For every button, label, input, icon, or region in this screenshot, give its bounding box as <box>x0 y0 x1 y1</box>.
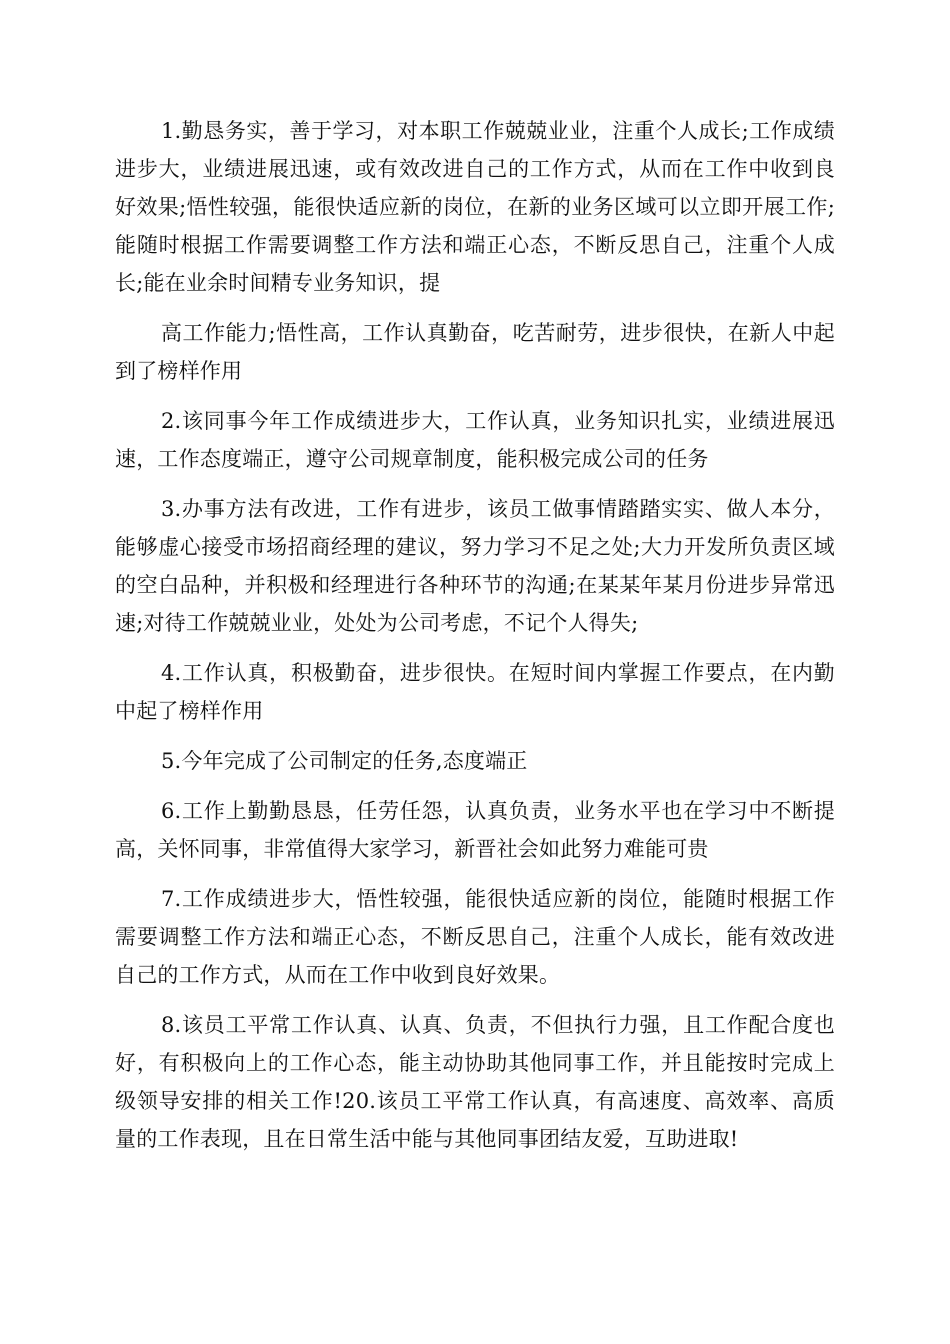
paragraph-1: 1.勤恳务实，善于学习，对本职工作兢兢业业，注重个人成长;工作成绩进步大，业绩进展迅速，或有效改进自己的工作方式，从而在工作中收到良好效果;悟性较强，能很快适应新的岗位，在新的业务区域可以立即开展工作;能随时根据工作需要调整工作方法和端正心态，不断反思自己，注重个人成长;能在业余时间精专业务知识，提 <box>115 119 835 295</box>
paragraph-2: 2.该同事今年工作成绩进步大，工作认真，业务知识扎实，业绩进展迅速，工作态度端正，遵守公司规章制度，能积极完成公司的任务 <box>115 409 835 471</box>
paragraph-4: 4.工作认真，积极勤奋，进步很快。在短时间内掌握工作要点，在内勤中起了榜样作用 <box>115 661 835 723</box>
paragraph-1-continued: 高工作能力;悟性高，工作认真勤奋，吃苦耐劳，进步很快，在新人中起到了榜样作用 <box>115 321 835 383</box>
paragraph-8: 8.该员工平常工作认真、认真、负责，不但执行力强，且工作配合度也好，有积极向上的工作心态，能主动协助其他同事工作，并且能按时完成上级领导安排的相关工作!20.该员工平常工作认真，有高速度、高效率、高质量的工作表现，且在日常生活中能与其他同事团结友爱，互助进取! <box>115 1013 835 1151</box>
paragraph-6: 6.工作上勤勤恳恳，任劳任怨，认真负责，业务水平也在学习中不断提高，关怀同事，非常值得大家学习，新晋社会如此努力难能可贵 <box>115 799 835 861</box>
paragraph-7: 7.工作成绩进步大，悟性较强，能很快适应新的岗位，能随时根据工作需要调整工作方法和端正心态，不断反思自己，注重个人成长，能有效改进自己的工作方式，从而在工作中收到良好效果。 <box>115 887 835 987</box>
paragraph-3: 3.办事方法有改进，工作有进步，该员工做事情踏踏实实、做人本分，能够虚心接受市场招商经理的建议，努力学习不足之处;大力开发所负责区域的空白品种，并积极和经理进行各种环节的沟通;在某某年某月份进步异常迅速;对待工作兢兢业业，处处为公司考虑，不记个人得失; <box>115 497 835 635</box>
paragraph-5: 5.今年完成了公司制定的任务,态度端正 <box>161 749 528 773</box>
document-body <box>115 112 835 1170</box>
